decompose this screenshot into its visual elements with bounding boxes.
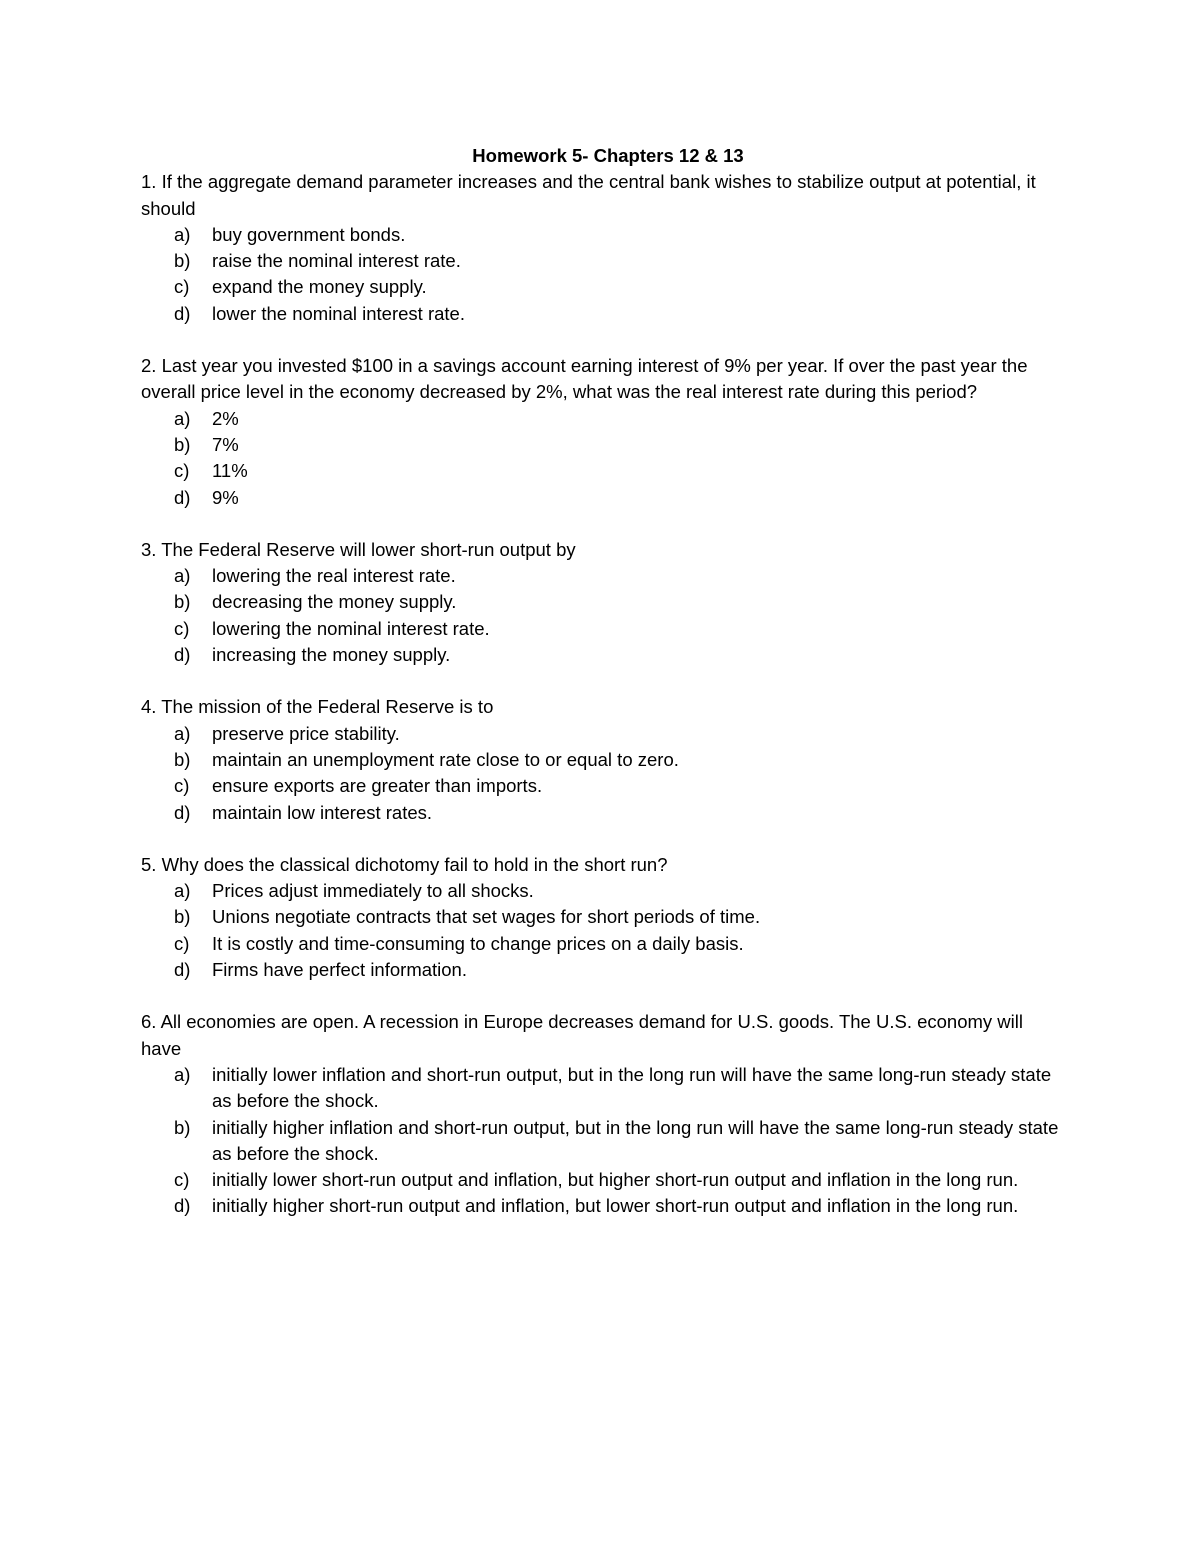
option-text: Prices adjust immediately to all shocks. [212,880,534,902]
answer-option [141,800,1061,826]
question-stem [141,353,1061,406]
option-letter: b) [174,250,191,272]
question-text: All economies are open. A recession in Europe decreases demand for U.S. goods. The U.S. economy will have [141,1011,1023,1059]
option-letter: a) [174,407,191,429]
option-letter: a) [174,565,191,587]
question-text: The mission of the Federal Reserve is to [161,696,494,718]
answer-options [141,1062,1061,1220]
option-text: maintain low interest rates. [212,801,433,823]
answer-option [141,773,1061,799]
question-2 [141,353,1061,511]
option-letter: b) [174,591,191,613]
question-list [141,169,1061,1219]
option-text: initially higher inflation and short-run output, but in the long run will have the same long-run steady state as before the shock. [212,1116,1059,1164]
answer-option [141,274,1061,300]
answer-option [141,406,1061,432]
question-number: 6. [141,1011,157,1033]
answer-option [141,248,1061,274]
question-number: 4. [141,696,157,718]
option-letter: c) [174,460,190,482]
option-text: lowering the nominal interest rate. [212,617,490,639]
option-letter: b) [174,433,191,455]
option-text: 9% [212,486,239,508]
answer-option [141,721,1061,747]
answer-options [141,721,1061,826]
question-3 [141,537,1061,668]
question-1 [141,169,1061,327]
question-stem [141,169,1061,222]
option-text: preserve price stability. [212,722,400,744]
option-text: 7% [212,433,239,455]
option-letter: d) [174,1195,191,1217]
answer-option [141,1115,1061,1168]
option-text: decreasing the money supply. [212,591,457,613]
option-text: buy government bonds. [212,223,406,245]
option-letter: d) [174,801,191,823]
answer-option [141,589,1061,615]
option-text: Unions negotiate contracts that set wages for short periods of time. [212,906,761,928]
option-text: It is costly and time-consuming to change prices on a daily basis. [212,932,744,954]
question-4 [141,694,1061,825]
question-text: If the aggregate demand parameter increases and the central bank wishes to stabilize output at potential, it should [141,171,1036,219]
question-text: Why does the classical dichotomy fail to hold in the short run? [161,853,668,875]
option-letter: b) [174,1116,191,1138]
document-title: Homework 5- Chapters 12 & 13 [472,145,744,166]
answer-options [141,406,1061,511]
answer-options [141,563,1061,668]
option-letter: b) [174,748,191,770]
question-number: 1. [141,171,157,193]
option-text: lowering the real interest rate. [212,565,456,587]
answer-option [141,1193,1061,1219]
option-letter: c) [174,775,190,797]
answer-option [141,458,1061,484]
question-stem [141,537,1061,563]
question-6 [141,1009,1061,1219]
question-stem [141,694,1061,720]
option-text: 11% [212,460,248,482]
question-number: 2. [141,355,157,377]
option-letter: d) [174,486,191,508]
option-text: expand the money supply. [212,276,427,298]
question-number: 5. [141,853,157,875]
answer-option [141,747,1061,773]
answer-option [141,878,1061,904]
option-text: 2% [212,407,239,429]
option-text: initially lower short-run output and inflation, but higher short-run output and inflation in the long run. [212,1169,1019,1191]
option-text: initially higher short-run output and inflation, but lower short-run output and inflation in the long run. [212,1195,1019,1217]
option-text: Firms have perfect information. [212,959,467,981]
answer-option [141,1062,1061,1115]
answer-option [141,642,1061,668]
option-text: ensure exports are greater than imports. [212,775,543,797]
answer-option [141,563,1061,589]
answer-option [141,1167,1061,1193]
answer-options [141,878,1061,983]
answer-option [141,904,1061,930]
document-content [141,143,1061,1220]
answer-options [141,222,1061,327]
option-letter: a) [174,223,191,245]
option-letter: c) [174,1169,190,1191]
option-letter: d) [174,302,191,324]
option-letter: d) [174,644,191,666]
option-letter: a) [174,1063,191,1085]
answer-option [141,222,1061,248]
option-text: increasing the money supply. [212,644,451,666]
answer-option [141,485,1061,511]
question-stem [141,852,1061,878]
option-text: maintain an unemployment rate close to or equal to zero. [212,748,679,770]
question-5 [141,852,1061,983]
option-letter: a) [174,880,191,902]
option-letter: c) [174,617,190,639]
answer-option [141,432,1061,458]
option-letter: b) [174,906,191,928]
question-text: Last year you invested $100 in a savings account earning interest of 9% per year. If over the past year the overall price level in the economy decreased by 2%, what was the real interest rate during this period? [141,355,1028,403]
option-text: initially lower inflation and short-run output, but in the long run will have the same long-run steady state as before the shock. [212,1063,1052,1112]
option-letter: c) [174,932,190,954]
question-text: The Federal Reserve will lower short-run output by [161,538,576,560]
answer-option [141,931,1061,957]
option-letter: c) [174,276,190,298]
answer-option [141,301,1061,327]
option-text: lower the nominal interest rate. [212,302,465,324]
question-stem [141,1009,1061,1062]
option-letter: a) [174,722,191,744]
option-text: raise the nominal interest rate. [212,250,461,272]
answer-option [141,957,1061,983]
question-number: 3. [141,538,157,560]
option-letter: d) [174,959,191,981]
answer-option [141,616,1061,642]
